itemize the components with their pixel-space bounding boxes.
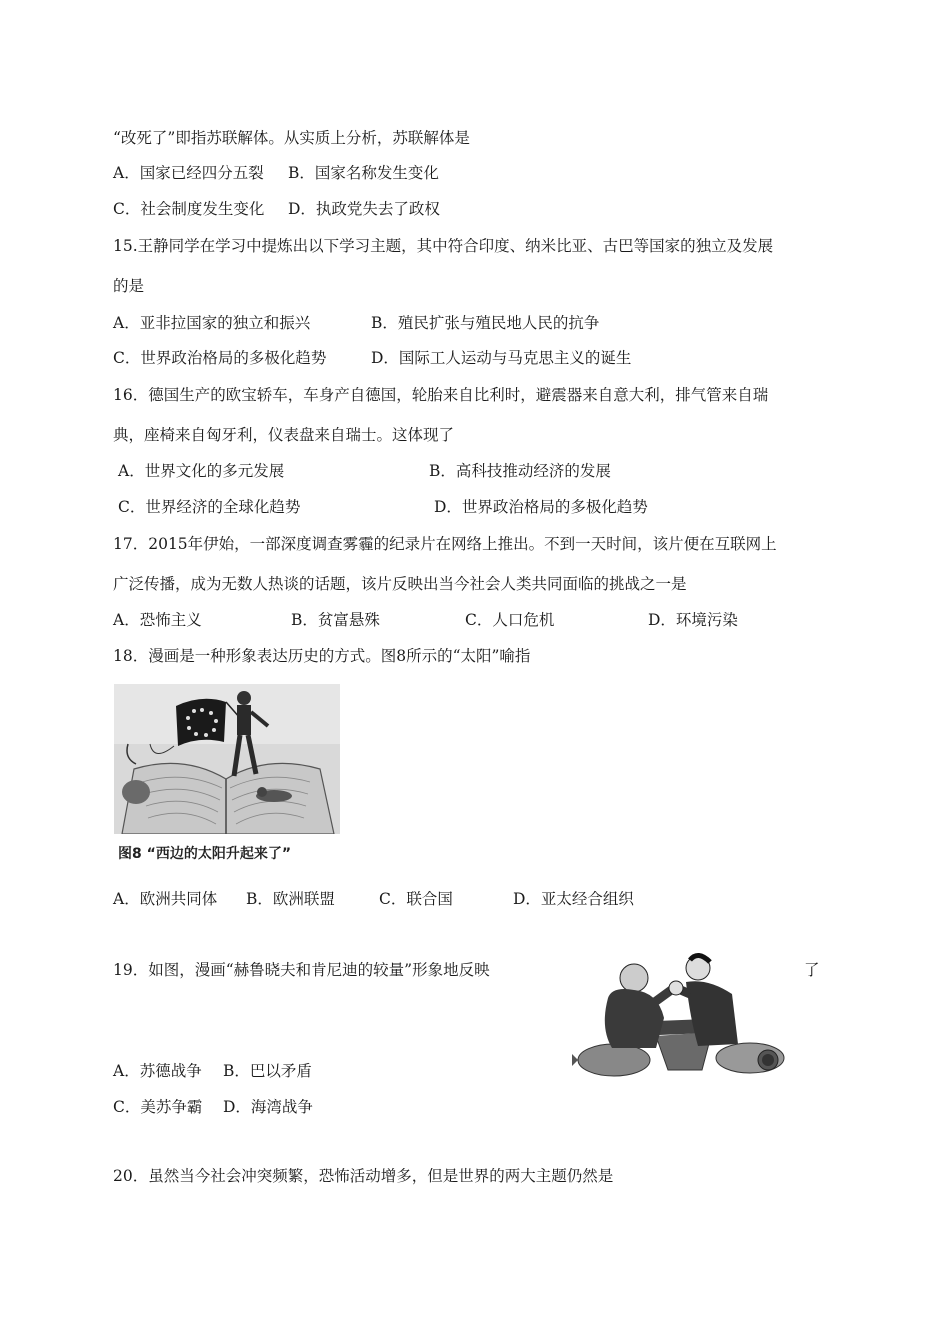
q18-option-d: D．亚太经合组织 bbox=[513, 890, 634, 908]
cartoon-khrushchev-kennedy-illustration bbox=[572, 948, 790, 1090]
q16-option-a: A．世界文化的多元发展 bbox=[118, 462, 285, 480]
q19-option-c: C．美苏争霸 bbox=[113, 1098, 203, 1116]
q16-option-b: B．高科技推动经济的发展 bbox=[429, 462, 611, 480]
q18-option-a: A．欧洲共同体 bbox=[113, 890, 218, 908]
q16-option-c: C．世界经济的全球化趋势 bbox=[118, 498, 301, 516]
q19-stem: 19．如图，漫画“赫鲁晓夫和肯尼迪的较量”形象地反映 bbox=[113, 961, 490, 979]
q14-option-a: A．国家已经四分五裂 bbox=[113, 164, 264, 182]
q14-stem: “改死了”即指苏联解体。从实质上分析，苏联解体是 bbox=[113, 129, 470, 147]
q15-option-d: D．国际工人运动与马克思主义的诞生 bbox=[371, 349, 632, 367]
q15-stem-line1: 15.王静同学在学习中提炼出以下学习主题，其中符合印度、纳米比亚、古巴等国家的独立及发展 bbox=[113, 237, 774, 255]
q17-option-d: D．环境污染 bbox=[648, 611, 738, 629]
figure-arm-wrestling-cartoon bbox=[572, 948, 790, 1090]
figure-8-cartoon bbox=[114, 684, 340, 834]
q19-option-b: B．巴以矛盾 bbox=[223, 1062, 312, 1080]
q16-stem-line2: 典，座椅来自匈牙利，仪表盘来自瑞士。这体现了 bbox=[113, 426, 455, 444]
q17-option-b: B．贫富悬殊 bbox=[291, 611, 380, 629]
q14-option-c: C．社会制度发生变化 bbox=[113, 200, 265, 218]
q15-option-c: C．世界政治格局的多极化趋势 bbox=[113, 349, 327, 367]
q15-option-a: A．亚非拉国家的独立和振兴 bbox=[113, 314, 311, 332]
figure-8-caption: 图8 “西边的太阳升起来了” bbox=[118, 846, 292, 862]
q15-option-b: B．殖民扩张与殖民地人民的抗争 bbox=[371, 314, 600, 332]
q19-stem-tail: 了 bbox=[804, 961, 820, 979]
q14-option-d: D．执政党失去了政权 bbox=[288, 200, 440, 218]
q14-option-b: B．国家名称发生变化 bbox=[288, 164, 439, 182]
q18-stem: 18．漫画是一种形象表达历史的方式。图8所示的“太阳”喻指 bbox=[113, 647, 531, 665]
q15-stem-line2: 的是 bbox=[113, 277, 145, 295]
q19-option-a: A．苏德战争 bbox=[113, 1062, 202, 1080]
q19-option-d: D．海湾战争 bbox=[223, 1098, 313, 1116]
cartoon-sun-rising-illustration bbox=[114, 684, 340, 834]
q17-option-c: C．人口危机 bbox=[465, 611, 555, 629]
q17-stem-line2: 广泛传播，成为无数人热谈的话题，该片反映出当今社会人类共同面临的挑战之一是 bbox=[113, 575, 687, 593]
q16-option-d: D．世界政治格局的多极化趋势 bbox=[434, 498, 648, 516]
q16-stem-line1: 16．德国生产的欧宝轿车，车身产自德国，轮胎来自比利时，避震器来自意大利，排气管来自瑞 bbox=[113, 386, 769, 404]
q17-stem-line1: 17．2015年伊始，一部深度调查雾霾的纪录片在网络上推出。不到一天时间，该片便在互联网上 bbox=[113, 535, 777, 553]
q18-option-b: B．欧洲联盟 bbox=[246, 890, 335, 908]
q20-stem: 20．虽然当今社会冲突频繁，恐怖活动增多，但是世界的两大主题仍然是 bbox=[113, 1167, 614, 1185]
q18-option-c: C．联合国 bbox=[379, 890, 453, 908]
q17-option-a: A．恐怖主义 bbox=[113, 611, 202, 629]
